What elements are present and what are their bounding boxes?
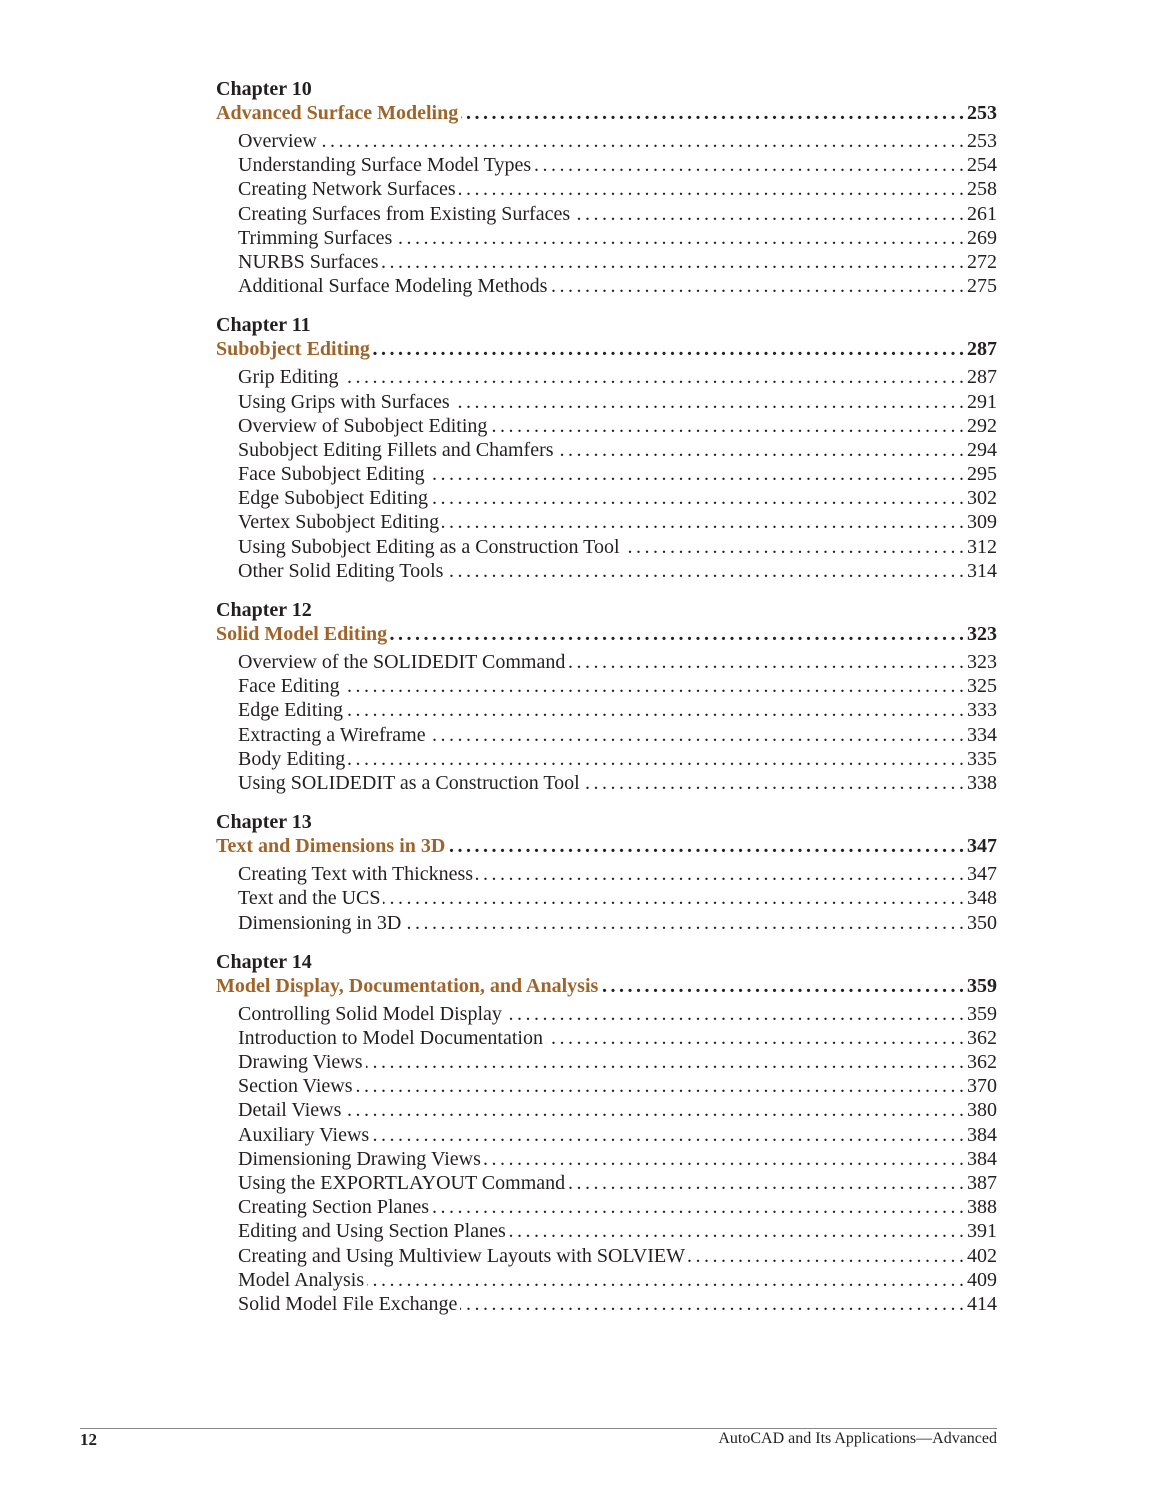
toc-entry[interactable] <box>216 153 997 177</box>
dot-leader <box>568 650 964 674</box>
dot-leader <box>342 365 964 389</box>
entry-page-number: 291 <box>967 390 997 413</box>
entry-page-number: 333 <box>967 699 997 722</box>
toc-entry[interactable] <box>216 1171 997 1195</box>
toc-entry[interactable] <box>216 535 997 559</box>
toc-entry[interactable] <box>216 1147 997 1171</box>
dot-leader <box>557 438 964 462</box>
entry-page-number: 347 <box>967 863 997 886</box>
entry-title: Creating Network Surfaces <box>238 178 456 201</box>
chapter-page-number: 347 <box>967 835 997 858</box>
entry-title: Section Views <box>238 1075 353 1098</box>
entry-title: Overview <box>238 130 317 152</box>
toc-entry[interactable] <box>216 202 997 226</box>
chapter-page-number: 253 <box>967 102 997 124</box>
entry-page-number: 335 <box>967 747 997 770</box>
chapter-title: Advanced Surface Modeling <box>216 102 459 124</box>
chapter-label: Chapter 14 <box>216 950 312 973</box>
running-title: AutoCAD and Its Applications—Advanced <box>718 1430 997 1447</box>
dot-leader <box>446 559 964 583</box>
chapter-title-row[interactable] <box>216 974 997 998</box>
entry-title: Creating Section Planes <box>238 1196 430 1219</box>
chapter-page-number: 359 <box>967 974 997 997</box>
entry-title: Controlling Solid Model Display <box>238 1002 502 1025</box>
entry-title: Overview of Subobject Editing <box>238 414 488 437</box>
dot-leader <box>460 1292 964 1316</box>
entry-title: Using Subobject Editing as a Construction Tool <box>238 535 620 558</box>
toc-entry[interactable] <box>216 650 997 674</box>
entry-page-number: 348 <box>967 887 997 910</box>
dot-leader <box>448 834 964 858</box>
dot-leader <box>623 535 964 559</box>
entry-page-number: 254 <box>967 154 997 177</box>
dot-leader <box>461 101 964 125</box>
toc-entry[interactable] <box>216 390 997 414</box>
toc-entry[interactable] <box>216 129 997 153</box>
chapter-title: Subobject Editing <box>216 338 370 361</box>
entry-page-number: 334 <box>967 723 997 746</box>
entry-title: Edge Editing <box>238 699 343 722</box>
chapter-label: Chapter 11 <box>216 314 311 337</box>
toc-entry[interactable] <box>216 510 997 534</box>
chapter-title: Solid Model Editing <box>216 623 388 645</box>
dot-leader <box>343 674 964 698</box>
entry-title: Face Editing <box>238 675 340 698</box>
toc-entry[interactable] <box>216 250 997 274</box>
chapter-title-row[interactable] <box>216 101 997 125</box>
dot-leader <box>534 153 964 177</box>
entry-page-number: 258 <box>967 178 997 201</box>
toc-entry[interactable] <box>216 1268 997 1292</box>
chapter-page-number: 323 <box>967 623 997 645</box>
dot-leader <box>509 1219 964 1243</box>
toc-entry[interactable] <box>216 1219 997 1243</box>
chapter-section <box>216 77 997 298</box>
entry-page-number: 325 <box>967 675 997 698</box>
entry-title: Introduction to Model Documentation <box>238 1026 543 1049</box>
dot-leader <box>320 129 964 153</box>
entry-title: Other Solid Editing Tools <box>238 559 444 582</box>
entry-title: NURBS Surfaces <box>238 250 379 273</box>
entry-page-number: 359 <box>967 1002 997 1025</box>
entry-page-number: 295 <box>967 463 997 486</box>
dot-leader <box>373 337 964 361</box>
toc-entry[interactable] <box>216 486 997 510</box>
dot-leader <box>382 250 964 274</box>
entry-page-number: 261 <box>967 202 997 225</box>
entry-page-number: 384 <box>967 1147 997 1170</box>
entry-title: Text and the UCS <box>238 887 381 910</box>
entry-page-number: 302 <box>967 487 997 510</box>
entry-page-number: 309 <box>967 511 997 534</box>
chapter-page-number: 287 <box>967 338 997 361</box>
entry-page-number: 362 <box>967 1051 997 1074</box>
entry-page-number: 350 <box>967 911 997 934</box>
toc-entry[interactable] <box>216 1292 997 1316</box>
entry-title: Creating Text with Thickness <box>238 863 474 886</box>
page-number: 12 <box>80 1430 97 1449</box>
entry-page-number: 253 <box>967 130 997 152</box>
entry-page-number: 338 <box>967 771 997 794</box>
entry-title: Additional Surface Modeling Methods <box>238 275 548 298</box>
dot-leader <box>356 1074 964 1098</box>
toc-entry[interactable] <box>216 886 997 910</box>
entry-title: Model Analysis <box>238 1268 365 1291</box>
entry-page-number: 292 <box>967 414 997 437</box>
entry-title: Extracting a Wireframe <box>238 723 426 746</box>
entry-page-number: 388 <box>967 1196 997 1219</box>
toc-entry[interactable] <box>216 1195 997 1219</box>
entry-page-number: 370 <box>967 1075 997 1098</box>
chapter-label: Chapter 12 <box>216 599 312 621</box>
dot-leader <box>395 226 964 250</box>
entry-title: Edge Subobject Editing <box>238 487 428 510</box>
entry-title: Understanding Surface Model Types <box>238 154 532 177</box>
chapter-title-row[interactable] <box>216 337 997 361</box>
dot-leader <box>546 1026 964 1050</box>
chapter-title: Model Display, Documentation, and Analysis <box>216 974 599 997</box>
toc-entry[interactable] <box>216 1050 997 1074</box>
toc-entry[interactable] <box>216 365 997 389</box>
dot-leader <box>601 974 964 998</box>
dot-leader <box>550 274 964 298</box>
entry-title: Creating and Using Multiview Layouts with SOLVIEW <box>238 1244 685 1267</box>
toc-entry[interactable] <box>216 438 997 462</box>
dot-leader <box>428 462 964 486</box>
entry-page-number: 312 <box>967 535 997 558</box>
entry-page-number: 414 <box>967 1292 997 1315</box>
toc-entry[interactable] <box>216 1074 997 1098</box>
chapter-label: Chapter 13 <box>216 811 312 834</box>
dot-leader <box>366 1050 964 1074</box>
toc-entry[interactable] <box>216 414 997 438</box>
toc-entry[interactable] <box>216 177 997 201</box>
entry-title: Using the EXPORTLAYOUT Command <box>238 1172 566 1194</box>
chapter-section <box>216 313 997 583</box>
dot-leader <box>583 771 964 795</box>
toc-entry[interactable] <box>216 1026 997 1050</box>
dot-leader <box>383 886 964 910</box>
entry-title: Subobject Editing Fillets and Chamfers <box>238 438 554 461</box>
toc-entry[interactable] <box>216 1244 997 1268</box>
toc-entry[interactable] <box>216 226 997 250</box>
entry-title: Using Grips with Surfaces <box>238 390 450 413</box>
entry-title: Detail Views <box>238 1099 342 1122</box>
entry-title: Solid Model File Exchange <box>238 1292 458 1315</box>
dot-leader <box>429 723 964 747</box>
footer-divider <box>80 1428 997 1429</box>
entry-title: Drawing Views <box>238 1051 363 1074</box>
chapter-title-row[interactable] <box>216 834 997 858</box>
entry-page-number: 380 <box>967 1099 997 1122</box>
entry-page-number: 384 <box>967 1123 997 1146</box>
entry-title: Face Subobject Editing <box>238 463 425 486</box>
toc-entry[interactable] <box>216 747 997 771</box>
entry-page-number: 402 <box>967 1244 997 1267</box>
entry-page-number: 269 <box>967 226 997 249</box>
dot-leader <box>390 622 964 646</box>
entry-title: Dimensioning in 3D <box>238 911 402 934</box>
toc-entry[interactable] <box>216 1002 997 1026</box>
dot-leader <box>484 1147 964 1171</box>
chapter-title-row[interactable] <box>216 622 997 646</box>
entry-page-number: 314 <box>967 559 997 582</box>
toc-entry[interactable] <box>216 674 997 698</box>
entry-page-number: 272 <box>967 250 997 273</box>
chapter-section <box>216 950 997 1316</box>
dot-leader <box>404 911 964 935</box>
toc-entry[interactable] <box>216 1123 997 1147</box>
table-of-contents <box>216 77 997 1331</box>
entry-title: Body Editing <box>238 747 346 770</box>
toc-entry[interactable] <box>216 698 997 722</box>
entry-title: Dimensioning Drawing Views <box>238 1147 481 1170</box>
entry-page-number: 409 <box>967 1268 997 1291</box>
dot-leader <box>476 862 964 886</box>
toc-entry[interactable] <box>216 1098 997 1122</box>
toc-entry[interactable] <box>216 911 997 935</box>
dot-leader <box>372 1123 964 1147</box>
toc-entry[interactable] <box>216 723 997 747</box>
dot-leader <box>505 1002 964 1026</box>
dot-leader <box>459 177 964 201</box>
chapter-section <box>216 810 997 935</box>
entry-title: Trimming Surfaces <box>238 226 393 249</box>
entry-title: Creating Surfaces from Existing Surfaces <box>238 202 571 225</box>
entry-page-number: 323 <box>967 651 997 673</box>
entry-title: Editing and Using Section Planes <box>238 1220 506 1243</box>
dot-leader <box>346 698 964 722</box>
entry-page-number: 387 <box>967 1172 997 1194</box>
toc-entry[interactable] <box>216 274 997 298</box>
entry-title: Auxiliary Views <box>238 1123 370 1146</box>
toc-entry[interactable] <box>216 559 997 583</box>
entry-page-number: 362 <box>967 1026 997 1049</box>
chapter-title: Text and Dimensions in 3D <box>216 835 446 858</box>
toc-entry[interactable] <box>216 862 997 886</box>
dot-leader <box>490 414 964 438</box>
dot-leader <box>431 486 964 510</box>
entry-page-number: 294 <box>967 438 997 461</box>
entry-title: Using SOLIDEDIT as a Construction Tool <box>238 771 580 794</box>
entry-title: Vertex Subobject Editing <box>238 511 440 534</box>
dot-leader <box>688 1244 964 1268</box>
dot-leader <box>442 510 964 534</box>
entry-title: Grip Editing <box>238 366 339 389</box>
dot-leader <box>568 1171 964 1195</box>
toc-entry[interactable] <box>216 462 997 486</box>
entry-title: Overview of the SOLIDEDIT Command <box>238 651 566 673</box>
dot-leader <box>573 202 964 226</box>
entry-page-number: 391 <box>967 1220 997 1243</box>
dot-leader <box>344 1098 964 1122</box>
dot-leader <box>348 747 964 771</box>
entry-page-number: 287 <box>967 366 997 389</box>
toc-entry[interactable] <box>216 771 997 795</box>
dot-leader <box>432 1195 964 1219</box>
chapter-section <box>216 598 997 795</box>
dot-leader <box>453 390 964 414</box>
chapter-label: Chapter 10 <box>216 78 312 100</box>
dot-leader <box>367 1268 964 1292</box>
entry-page-number: 275 <box>967 275 997 298</box>
